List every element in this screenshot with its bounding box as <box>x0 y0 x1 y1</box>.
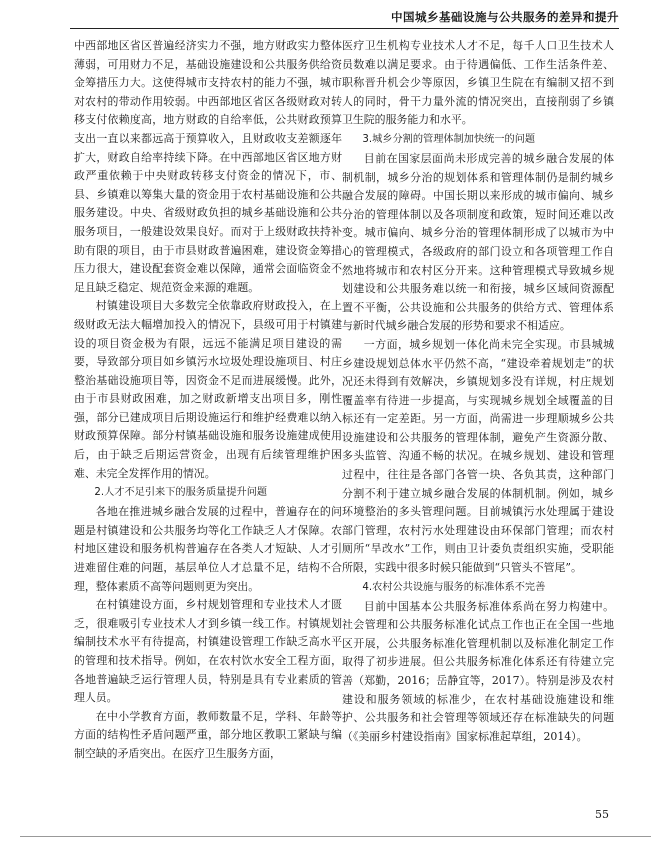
page-number: 55 <box>595 808 609 821</box>
running-title: 中国城乡基础设施与公共服务的差异和提升 <box>391 10 619 24</box>
header-rule <box>70 28 619 29</box>
section-heading-4: 4.农村公共设施与服务的标准体系不完善 <box>362 581 546 593</box>
right-paragraph-4: 目前中国基本公共服务标准体系尚在努力构建中。社会管理和公共服务标准化试点工作也正在全国一些地区开展，公共服务标准化管理机制以及标准化制定工作取得了初步进展。但公共服务标准化体系还有待建立完善（郑勤，2016；岳静宜等，2017）。特别是涉及农村建设和服务领域的标准少，在农村基础设施建设和维护、公共服务和社会管理等领域还存在标准缺失的问题（《美丽乡村建设指南》国家标准起草组，2014）。 <box>342 599 614 743</box>
left-paragraph-5: 在中小学教育方面，教师数量不足，学科、年龄等方面的结构性矛盾问题严重，部分地区教职工紧缺与编制空缺的矛盾突出。在医疗卫生服务方面， <box>74 709 342 760</box>
left-paragraph-4: 在村镇建设方面，乡村规划管理和专业技术人才匮乏，很难吸引专业技术人才到乡镇一线工作。村镇规划编制技术水平有待提高，村镇建设管理工作缺乏高水平的管理和技术指导。例如，在农村饮水安全工程方面，各地普遍缺乏运行管理人员，特别是具有专业素质的管理人员。 <box>74 598 342 705</box>
left-column <box>74 37 342 764</box>
bottom-rule <box>20 836 651 837</box>
section-heading-3: 3.城乡分割的管理体制加快统一的问题 <box>362 133 536 145</box>
section-heading-2: 2.人才不足引来下的服务质量提升问题 <box>94 487 268 499</box>
right-paragraph-2: 目前在国家层面尚未形成完善的城乡融合发展的体制机制，城乡分治的规划体系和管理体制仍是制约城乡融合发展的障碍。中国长期以来形成的城市偏向、城乡分治的管理体制以及各项制度和政策，短时间还难以改变。城市偏向、城乡分治的管理体制形成了以城市为中心的管理模式，各级政府的部门设立和各项管理工作自然地将城市和农村区分开来。这种管理模式导致城乡规划建设和公共服务难以统一和衔接，城乡区域间资源配置不平衡，公共设施和公共服务的供给方式、管理体系与新时代城乡融合发展的形势和要求不相适应。 <box>342 151 614 333</box>
left-paragraph-3: 各地在推进城乡融合发展的过程中，普遍存在的问题是村镇建设和公共服务均等化工作缺乏人才保障。农村地区建设和服务机构普遍存在各类人才短缺、人才引进难留住难的问题，基层单位人才总量不足，结构不合理，整体素质不高等问题则更为突出。 <box>74 505 342 593</box>
left-paragraph-2: 村镇建设项目大多数完全依靠政府财政投入，在上级财政无法大幅增加投入的情况下，县级可用于村镇建设的项目资金极为有限，远远不能满足项目建设的需要，导致部分项目如乡镇污水垃圾处理设施项目、村庄整治基础设施项目等，因资金不足而进展缓慢。此外，由于市县财政困难，加之财政新增支出项目多，刚性强，部分已建成项目后期设施运行和维护经费难以纳入财政预算保障。部分村镇基础设施和服务设施建成使用后，由于缺乏后期运营资金，出现有后续管理维护困难、未完全发挥作用的情况。 <box>74 299 342 480</box>
left-paragraph-1: 中西部地区省区普遍经济实力不强，地方财政实力整体薄弱，可用财力不足，基础设施建设和公共服务供给资金筹措压力大。这使得城市支持农村的能力不强，城市对农村的带动作用较弱。中西部地区省区各级财政对转移支付依赖度高，地方财政的自给率低，公共财政预算支出一直以来都远高于预算收入，且财政收支差额逐年扩大，财政自给率持续下降。在中西部地区省区地方财政严重依赖于中央财政转移支付资金的情况下，市、县、乡镇难以筹集大量的资金用于农村基础设施和公共服务建设。中央、省级财政负担的城乡基础设施和公共服务项目，一般建设效果良好。而对于上级财政扶持补助有限的项目，由于市县财政普遍困难，建设资金筹措压力很大，建设配套资金难以保障，通常会面临资金不足且缺乏稳定、规范资金来源的难题。 <box>74 39 342 294</box>
page-header <box>0 0 671 30</box>
right-paragraph-3: 一方面，城乡规划一体化尚未完全实现。市县城城乡建设规划总体水平仍然不高，“建设牵着规划走”的状况还未得到有效解决，乡镇规划多没有详规，村庄规划覆盖率有待进一步提高，与实现城乡规划全域覆盖的目标还有一定差距。另一方面，尚需进一步理顺城乡公共设施建设和公共服务的管理体制，避免产生资源分散、多头监管、沟通不畅的状况。在城乡规划、建设和管理过程中，往往是各部门各管一块、各负其责，这种部门分割不利于建立城乡融合发展的体制机制。例如，城乡环境整治的多头管理问题。目前城镇污水处理属于建设部门管理，农村污水处理建设由环保部门管理；而农村厕所“旱改水”工作，则由卫计委负责组织实施，受职能所限，实践中很多时候只能做到“只管头不管尾”。 <box>342 337 614 575</box>
right-column <box>342 37 614 746</box>
right-paragraph-1: 医疗卫生机构专业技术人才不足，每千人口卫生技术人员数难以满足要求。由于待遇偏低、工作生活条件差、职称晋升机会少等原因，乡镇卫生院在有编制又招不到人的同时，骨干力量外流的情况突出，直接削弱了乡镇卫生院的服务能力和水平。 <box>342 39 614 127</box>
